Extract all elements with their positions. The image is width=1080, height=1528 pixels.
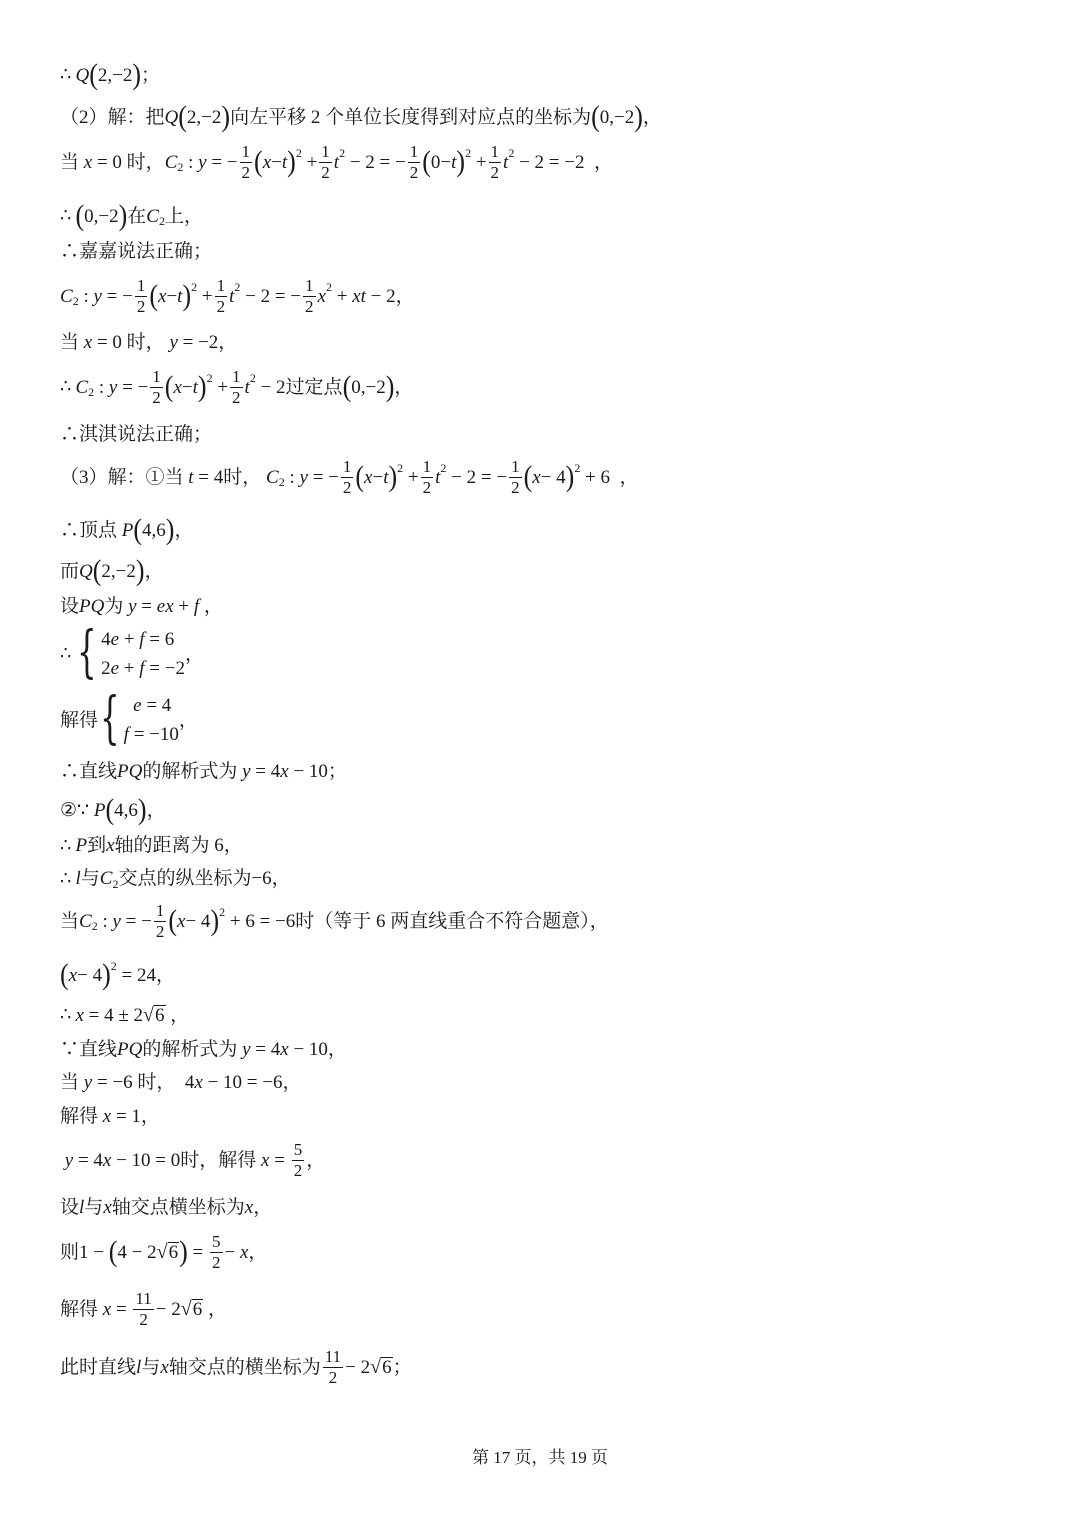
- line-25: 解得 x = 1，: [60, 1106, 160, 1127]
- line-2: （2）解：把 Q ( 2,−2 ) 向左平移 2 个单位长度得到对应点的坐标为 ( 0,−2 ) ，: [60, 99, 662, 134]
- line-4: ∴ ( 0,−2 ) 在 C 2 上，: [60, 198, 203, 233]
- line-12: 而 Q ( 2,−2 ) ，: [60, 553, 164, 588]
- line-14-system: ∴ { 4e + f = 6 2e + f = −2 ，: [60, 620, 204, 685]
- line-11: ∴顶点 P ( 4,6 ) ，: [60, 512, 194, 547]
- line-26: y = 4 x − 10 = 0 时，解得 x = $\frac{5}{2}$ ，: [60, 1140, 326, 1180]
- line-24: 当 y = −6 时， 4 x − 10 = −6，: [60, 1072, 302, 1093]
- line-23: ∵直线 PQ 的解析式为 y = 4 x − 10，: [60, 1039, 347, 1060]
- line-10: （3）解：①当 t = 4 时， C 2 : y = − $\frac{1}{2}$ ( x − t ) 2 + $\frac{1}{2}$ t 2 − 2 = − $\frac{1}{2}$ ( x − 4 ) 2 + 6 ，: [60, 457, 639, 497]
- page-footer: 第 17 页，共 19 页: [472, 1448, 608, 1467]
- line-3: 当 x = 0 时， C 2 : y = − $\frac{1}{2}$ ( x − t ) 2 + $\frac{1}{2}$ t 2 − 2 = − $\frac{1}{2}$ ( 0− t ) 2 + $\frac{1}{2}$ t 2 − 2 = −2 ，: [60, 142, 613, 182]
- line-16: ∴直线 PQ 的解析式为 y = 4 x − 10；: [60, 761, 347, 782]
- line-8: ∴ C 2 : y = − $\frac{1}{2}$ ( x − t ) 2 + $\frac{1}{2}$ t 2 − 2 过定点 ( 0,−2 ) ，: [60, 367, 414, 407]
- line-5: ∴嘉嘉说法正确；: [60, 241, 213, 262]
- line-19: ∴ l 与 C 2 交点的纵坐标为 −6，: [60, 867, 291, 891]
- line-20: 当 C 2 : y = − $\frac{1}{2}$ ( x − 4 ) 2 + 6 = −6 时（等于 6 两直线重合不符合题意），: [60, 901, 609, 941]
- line-28: 则 1 − ( 4 − 2 √ 6 ) = $\frac{5}{2}$ − x ，: [60, 1232, 268, 1272]
- line-9: ∴淇淇说法正确；: [60, 424, 213, 445]
- line-17: ②∵ P ( 4,6 ) ，: [60, 792, 166, 827]
- line-2-text-b: 向左平移 2 个单位长度得到对应点的坐标为: [230, 106, 592, 128]
- line-21: ( x − 4 ) 2 = 24，: [60, 957, 175, 992]
- line-30: 此时直线 l 与 x 轴交点的横坐标为 $\frac{11}{2}$ − 2 √ 6 ；: [60, 1347, 412, 1387]
- line-7: 当 x = 0 时， y = −2，: [60, 332, 238, 353]
- line-18: ∴ P 到 x 轴的距离为 6，: [60, 834, 243, 856]
- line-27: 设 l 与 x 轴交点横坐标为 x ，: [60, 1197, 273, 1218]
- line-2-text-a: （2）解：把: [60, 106, 165, 128]
- line-6: C 2 : y = − $\frac{1}{2}$ ( x − t ) 2 + $\frac{1}{2}$ t 2 − 2 = − $\frac{1}{2}$ x 2 + xt − 2，: [60, 276, 415, 316]
- line-15-system: 解得 { e = 4 f = −10 ，: [60, 686, 198, 751]
- line-1: ∴ Q ( 2,−2 ) ；: [60, 57, 161, 92]
- line-13: 设 PQ 为 y = ex + f ，: [60, 596, 223, 617]
- line-22: ∴ x = 4 ± 2 √ 6 ，: [60, 1004, 190, 1026]
- line-29: 解得 x = $\frac{11}{2}$ − 2 √ 6 ，: [60, 1289, 228, 1329]
